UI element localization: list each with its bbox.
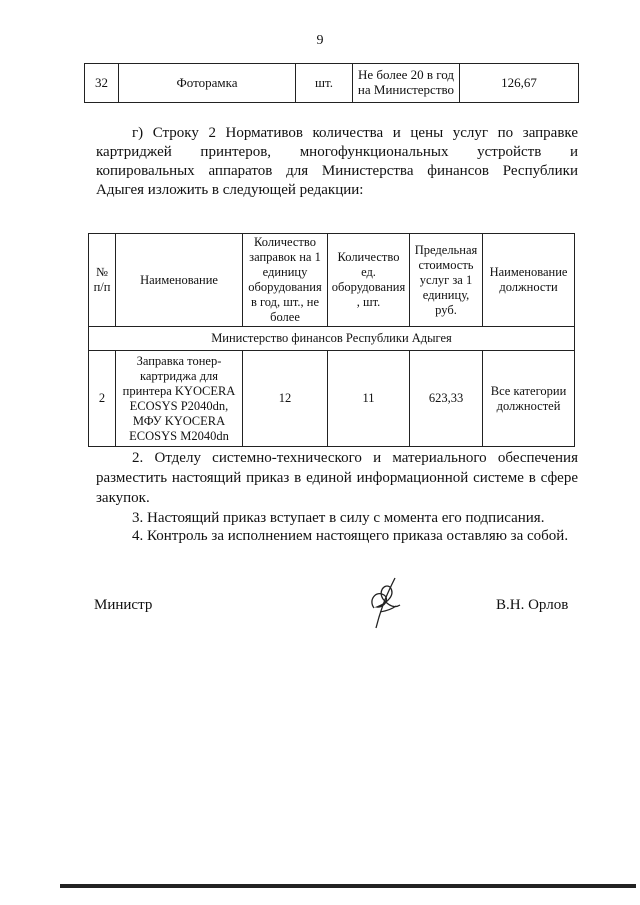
- header-num: № п/п: [89, 234, 116, 327]
- row-num: 2: [89, 351, 116, 447]
- row-name: Заправка тонер-картриджа для принтера KYOCERA ECOSYS P2040dn, МФУ KYOCERA ECOSYS M2040dn: [116, 351, 243, 447]
- continuation-table: [84, 63, 579, 103]
- header-refills: Количество заправок на 1 единицу оборудования в год, шт., не более: [243, 234, 328, 327]
- header-cost: Предельная стоимость услуг за 1 единицу, руб.: [410, 234, 483, 327]
- page-number: 9: [316, 33, 324, 48]
- handwritten-signature-icon: [360, 572, 412, 632]
- item-2: [96, 448, 578, 508]
- cell-unit: шт.: [296, 64, 353, 103]
- section-row: [89, 327, 575, 351]
- paragraph-g-line3: копировальных аппаратов для Министерства финансов Республики: [96, 163, 578, 179]
- header-position: Наименование должности: [483, 234, 575, 327]
- paragraph-g-line2: картриджей принтеров, многофункциональных устройств и: [96, 144, 578, 160]
- item-2-line3: закупок.: [96, 490, 150, 506]
- cell-name: Фоторамка: [119, 64, 296, 103]
- section-title: Министерство финансов Республики Адыгея: [89, 327, 575, 351]
- cell-limit-line1: Не более 20 в год: [357, 67, 454, 83]
- item-2-line2: разместить настоящий приказ в единой информационной системе в сфере: [96, 470, 578, 486]
- item-2-line1: 2. Отделу системно-технического и материального обеспечения: [132, 450, 578, 466]
- table-row: [85, 64, 579, 103]
- signature-name: В.Н. Орлов: [496, 597, 569, 613]
- row-refills: 12: [243, 351, 328, 447]
- table-row: [89, 351, 575, 447]
- paragraph-g-line4: Адыгея изложить в следующей редакции:: [96, 182, 364, 198]
- row-count: 11: [328, 351, 410, 447]
- cell-price: 126,67: [460, 64, 579, 103]
- bottom-divider: [60, 884, 636, 888]
- paragraph-g-line1: г) Строку 2 Нормативов количества и цены услуг по заправке: [132, 125, 578, 141]
- cell-num: 32: [85, 64, 119, 103]
- header-name: Наименование: [116, 234, 243, 327]
- cell-limit: [353, 64, 460, 103]
- header-count: Количество ед. оборудования , шт.: [328, 234, 410, 327]
- norms-table: [88, 233, 575, 447]
- signature-title: Министр: [94, 597, 153, 613]
- cell-limit-line2: на Министерство: [357, 82, 455, 97]
- item-3: 3. Настоящий приказ вступает в силу с момента его подписания.: [132, 510, 545, 526]
- header-row: [89, 234, 575, 327]
- row-position: Все категории должностей: [483, 351, 575, 447]
- item-4: 4. Контроль за исполнением настоящего приказа оставляю за собой.: [132, 528, 569, 544]
- row-cost: 623,33: [410, 351, 483, 447]
- paragraph-g: [96, 124, 578, 200]
